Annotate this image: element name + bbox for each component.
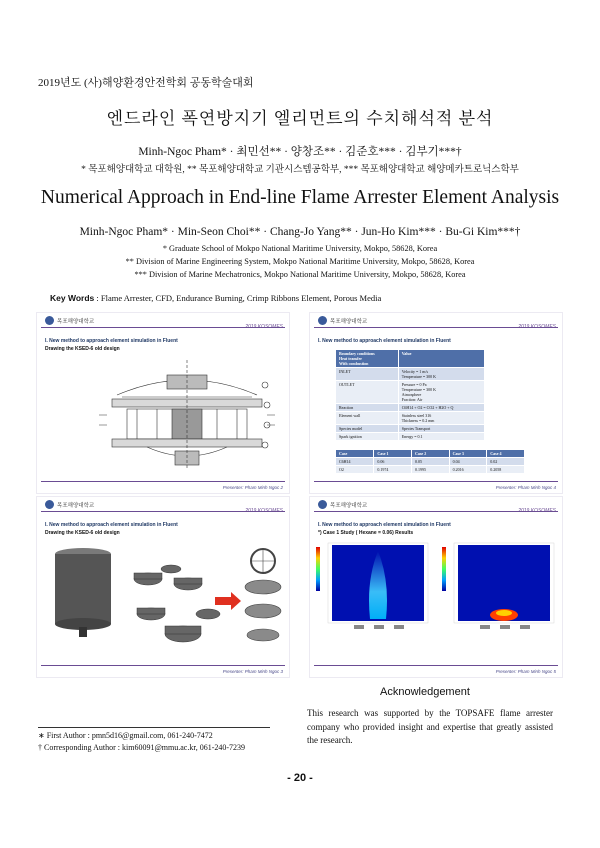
cases-table-row bbox=[336, 466, 525, 474]
emblem-icon bbox=[318, 316, 327, 325]
slide-presenter: Presenter: Pham Minh Ngoc 5 bbox=[495, 669, 556, 674]
slide-cfd-results bbox=[309, 496, 563, 678]
conditions-table-cell: Stainless steel 316 Thickness = 0.2 mm bbox=[398, 412, 484, 425]
conditions-table-row bbox=[336, 381, 485, 404]
keywords-label: Key Words bbox=[50, 293, 95, 303]
slide-heading: I. New method to approach element simulation in Fluent bbox=[45, 338, 178, 344]
conditions-table-cell: Boundary conditions Heat transfer With combustion bbox=[336, 350, 399, 368]
conditions-table-cell: C6H14 + O2 = CO2 + H2O + Q bbox=[398, 404, 484, 412]
conditions-table-row bbox=[336, 350, 485, 368]
slide-conf-tag: 2019 KOSOMES bbox=[518, 324, 556, 330]
slide-presenter: Presenter: Pham Minh Ngoc 2 bbox=[222, 485, 283, 490]
korean-affiliations: * 목포해양대학교 대학원, ** 목포해양대학교 기관시스템공학부, *** 목포해양대학교 해양메카트로닉스학부 bbox=[81, 165, 519, 175]
slide-subheading: *) Case 1 Study ( Hexane = 0.06) Results bbox=[318, 530, 414, 536]
page-number: - 20 - bbox=[287, 772, 313, 784]
cases-table-cell: 0.05 bbox=[411, 458, 449, 466]
conditions-table-cell: Pressure = 0 Pa Temperature = 300 K Atmosphere Fraction: Air bbox=[398, 381, 484, 404]
university-logo bbox=[45, 316, 94, 325]
slide-3d-parts bbox=[36, 496, 290, 678]
acknowledgement-title: Acknowledgement bbox=[380, 686, 470, 698]
cases-table-cell: Case 3 bbox=[449, 450, 487, 458]
english-affiliation-2: ** Division of Marine Engineering System, Mokpo National Maritime University, Mokpo, 58628, Korea bbox=[125, 257, 475, 266]
emblem-icon bbox=[45, 316, 54, 325]
conditions-table-row bbox=[336, 368, 485, 381]
cases-table-cell: 0.06 bbox=[374, 458, 412, 466]
cases-table-cell: Case bbox=[336, 450, 374, 458]
slide-conf-tag: 2019 KOSOMES bbox=[518, 508, 556, 514]
cases-table-cell: O2 bbox=[336, 466, 374, 474]
conditions-table-cell: Species Transport bbox=[398, 425, 484, 433]
english-title: Numerical Approach in End-line Flame Arrester Element Analysis bbox=[40, 187, 560, 208]
acknowledgement-body: This research was supported by the TOPSAFE flame arrester company who provided insight and expertise that greatly assisted the research. bbox=[307, 708, 553, 745]
footnote-divider bbox=[38, 727, 270, 728]
english-affiliation-3: *** Division of Marine Mechatronics, Mokpo National Maritime University, Mokpo, 58628, Korea bbox=[134, 270, 466, 279]
conditions-table-cell: Reaction bbox=[336, 404, 399, 412]
logo-text: 목포해양대학교 bbox=[330, 318, 368, 325]
cases-table-cell: 0.02 bbox=[487, 458, 525, 466]
slide-subheading: Drawing the KSED-6 old design bbox=[45, 530, 120, 536]
conference-header: 2019년도 (사)해양환경안전학회 공동학술대회 bbox=[38, 77, 254, 89]
slide-bottom-rule bbox=[41, 481, 285, 482]
slide-boundary-conditions bbox=[309, 312, 563, 494]
university-logo bbox=[45, 500, 94, 509]
cases-table-cell: 0.2016 bbox=[449, 466, 487, 474]
cases-table-cell: 0.1995 bbox=[411, 466, 449, 474]
keywords-line bbox=[50, 293, 381, 303]
university-logo bbox=[318, 500, 367, 509]
slide-heading: I. New method to approach element simulation in Fluent bbox=[318, 338, 451, 344]
logo-text: 목포해양대학교 bbox=[57, 502, 95, 509]
university-logo bbox=[318, 316, 367, 325]
emblem-icon bbox=[45, 500, 54, 509]
slide-presenter: Presenter: Pham Minh Ngoc 4 bbox=[495, 485, 556, 490]
slide-presenter: Presenter: Pham Minh Ngoc 3 bbox=[222, 669, 283, 674]
cases-table-cell: C6H14 bbox=[336, 458, 374, 466]
conditions-table-row bbox=[336, 404, 485, 412]
3d-parts-illustration bbox=[43, 539, 283, 659]
conditions-table-cell: Element wall bbox=[336, 412, 399, 425]
footnote-corresponding-author: † Corresponding Author : kim60091@mmu.ac.kr, 061-240-7239 bbox=[38, 743, 246, 752]
keywords-text: : Flame Arrester, CFD, Endurance Burning, Crimp Ribbons Element, Porous Media bbox=[96, 293, 382, 303]
slide-bottom-rule bbox=[314, 481, 558, 482]
conditions-table-cell: Velocity = 1 m/s Temperature = 300 K bbox=[398, 368, 484, 381]
slide-bottom-rule bbox=[314, 665, 558, 666]
conditions-table-cell: Value bbox=[398, 350, 484, 368]
cases-table-row bbox=[336, 458, 525, 466]
cases-table-row bbox=[336, 450, 525, 458]
conditions-table-row bbox=[336, 425, 485, 433]
arrow-icon bbox=[215, 592, 241, 610]
technical-drawing bbox=[97, 355, 277, 475]
cases-table-cell: Case 2 bbox=[411, 450, 449, 458]
boundary-conditions-table bbox=[335, 349, 485, 441]
cases-table-cell: 0.1974 bbox=[374, 466, 412, 474]
slide-heading: I. New method to approach element simulation in Fluent bbox=[318, 522, 451, 528]
conditions-table-cell: Energy = 0.1 bbox=[398, 433, 484, 441]
slide-drawing-ksed6 bbox=[36, 312, 290, 494]
conditions-table-cell: Spark ignition bbox=[336, 433, 399, 441]
conditions-table-cell: Species model bbox=[336, 425, 399, 433]
slide-heading: I. New method to approach element simulation in Fluent bbox=[45, 522, 178, 528]
emblem-icon bbox=[318, 500, 327, 509]
cases-table-cell: 0.04 bbox=[449, 458, 487, 466]
slide-conf-tag: 2019 KOSOMES bbox=[245, 508, 283, 514]
logo-text: 목포해양대학교 bbox=[330, 502, 368, 509]
conditions-table-row bbox=[336, 412, 485, 425]
slide-conf-tag: 2019 KOSOMES bbox=[245, 324, 283, 330]
english-affiliation-1: * Graduate School of Mokpo National Maritime University, Mokpo, 58628, Korea bbox=[162, 244, 438, 253]
slide-subheading: Drawing the KSED-6 old design bbox=[45, 346, 120, 352]
cases-table bbox=[335, 449, 525, 474]
english-authors: Minh-Ngoc Pham* · Min-Seon Choi** · Chang-Jo Yang** · Jun-Ho Kim*** · Bu-Gi Kim***† bbox=[79, 226, 521, 238]
slide-bottom-rule bbox=[41, 665, 285, 666]
cases-table-cell: 0.2058 bbox=[487, 466, 525, 474]
korean-authors: Minh-Ngoc Pham* · 최민선** · 양창조** · 김준호*** · 김부기***† bbox=[138, 146, 462, 158]
conditions-table-cell: INLET bbox=[336, 368, 399, 381]
conditions-table-cell: OUTLET bbox=[336, 381, 399, 404]
cfd-contour-plots bbox=[314, 541, 558, 637]
footnote-first-author: ∗ First Author : pmn5d16@gmail.com, 061-240-7472 bbox=[38, 731, 213, 740]
logo-text: 목포해양대학교 bbox=[57, 318, 95, 325]
korean-title: 엔드라인 폭연방지기 엘리먼트의 수치해석적 분석 bbox=[106, 109, 494, 128]
cases-table-cell: Case 1 bbox=[374, 450, 412, 458]
cases-table-cell: Case 4 bbox=[487, 450, 525, 458]
conditions-table-row bbox=[336, 433, 485, 441]
